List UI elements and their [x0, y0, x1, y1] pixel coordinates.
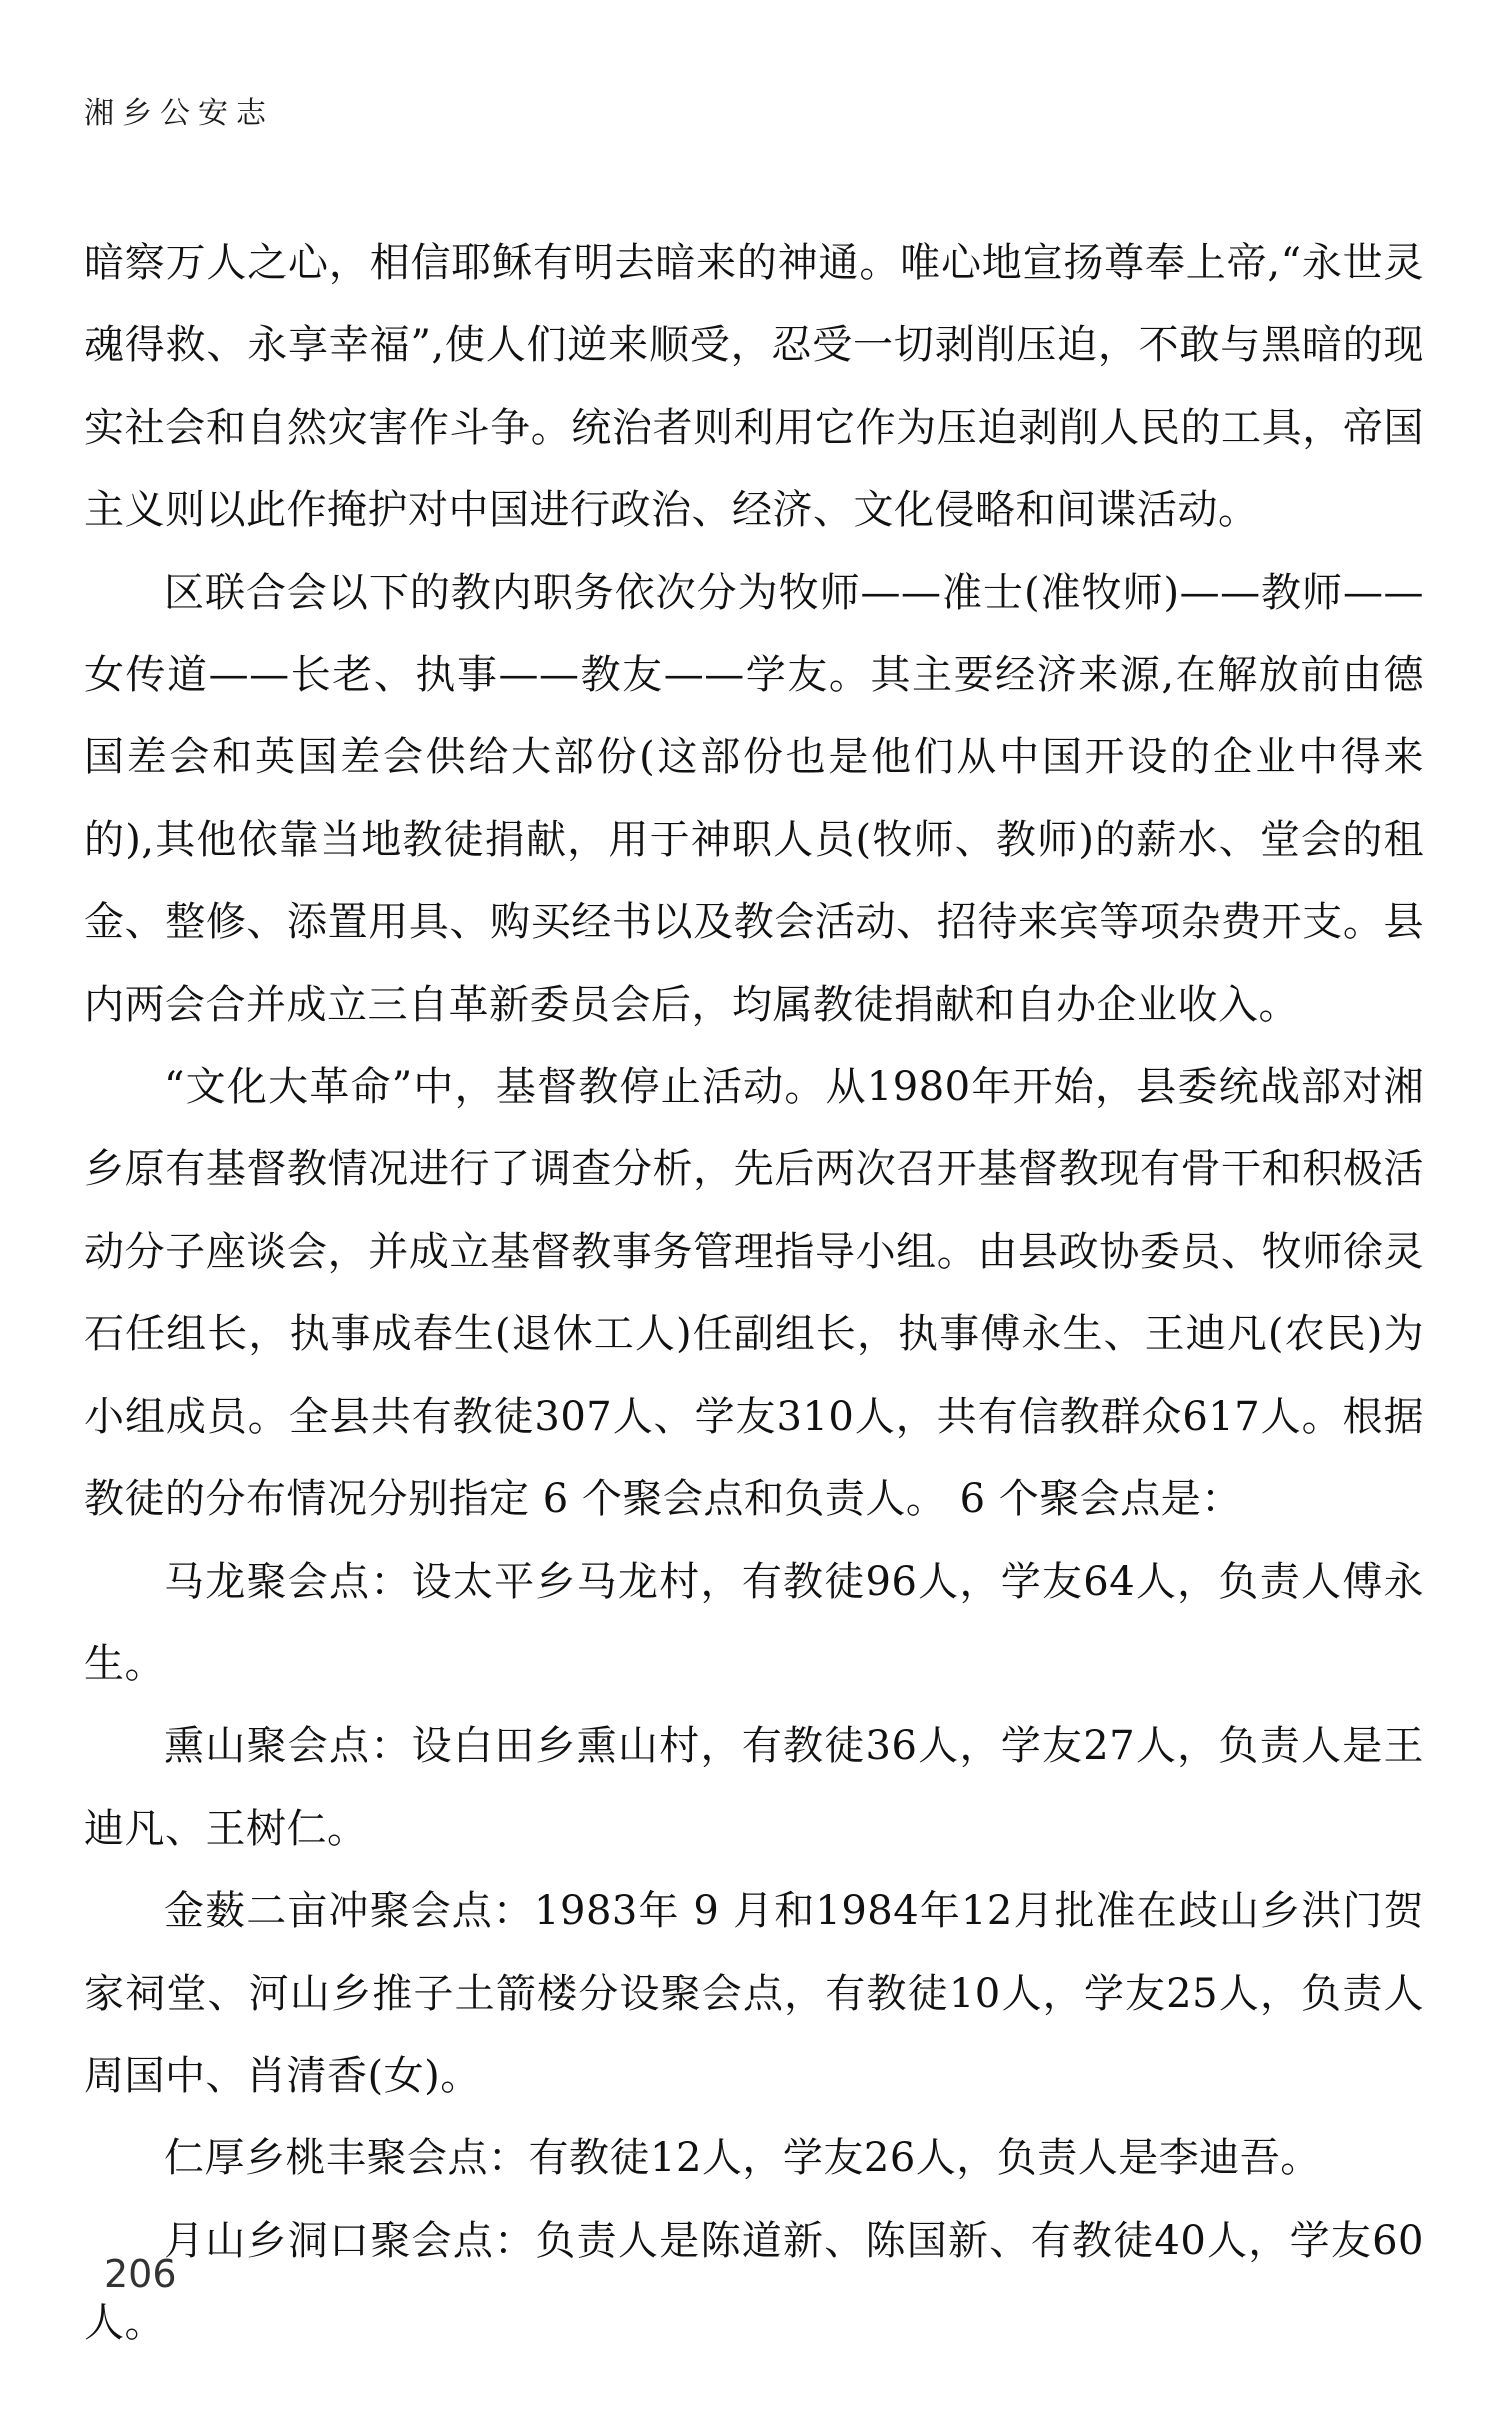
paragraph-5: 熏山聚会点：设白田乡熏山村，有教徒36人，学友27人，负责人是王迪凡、王树仁。: [84, 1723, 1424, 1852]
paragraph-7: 仁厚乡桃丰聚会点：有教徒12人，学友26人，负责人是李迪吾。: [164, 2135, 1321, 2182]
paragraph-6: 金薮二亩冲聚会点：1983年 9 月和1984年12月批准在歧山乡洪门贺家祠堂、河山乡推子土箭楼分设聚会点，有教徒10人，学友25人，负责人周国中、肖清香(女)。: [84, 1888, 1424, 2099]
running-header: 湘乡公安志: [84, 96, 274, 131]
paragraph-4: 马龙聚会点：设太平乡马龙村，有教徒96人，学友64人，负责人傅永生。: [84, 1558, 1424, 1687]
page-number: 206: [104, 2252, 177, 2296]
body-text: [84, 222, 1424, 2365]
paragraph-3: “文化大革命”中，基督教停止活动。从1980年开始，县委统战部对湘乡原有基督教情况进行了调查分析，先后两次召开基督教现有骨干和积极活动分子座谈会，并成立基督教事务管理指导小组。由县政协委员、牧师徐灵石任组长，执事成春生(退休工人)任副组长，执事傅永生、王迪凡(农民)为小组成员。全县共有教徒307人、学友310人，共有信教群众617人。根据教徒的分布情况分别指定 6 个聚会点和负责人。 6 个聚会点是：: [84, 1064, 1424, 1523]
paragraph-2: 区联合会以下的教内职务依次分为牧师——准士(准牧师)——教师——女传道——长老、执事——教友——学友。其主要经济来源,在解放前由德国差会和英国差会供给大部份(这部份也是他们从中国开设的企业中得来的),其他依靠当地教徒捐献，用于神职人员(牧师、教师)的薪水、堂会的租金、整修、添置用具、购买经书以及教会活动、招待来宾等项杂费开支。县内两会合并成立三自革新委员会后，均属教徒捐献和自办企业收入。: [84, 569, 1424, 1028]
paragraph-8: 月山乡洞口聚会点：负责人是陈道新、陈国新、有教徒40人，学友60人。: [84, 2217, 1424, 2347]
paragraph-1: 暗察万人之心，相信耶稣有明去暗来的神通。唯心地宣扬尊奉上帝,“永世灵魂得救、永享幸福”,使人们逆来顺受，忍受一切剥削压迫，不敢与黑暗的现实社会和自然灾害作斗争。统治者则利用它作为压迫剥削人民的工具，帝国主义则以此作掩护对中国进行政治、经济、文化侵略和间谍活动。: [84, 240, 1424, 534]
